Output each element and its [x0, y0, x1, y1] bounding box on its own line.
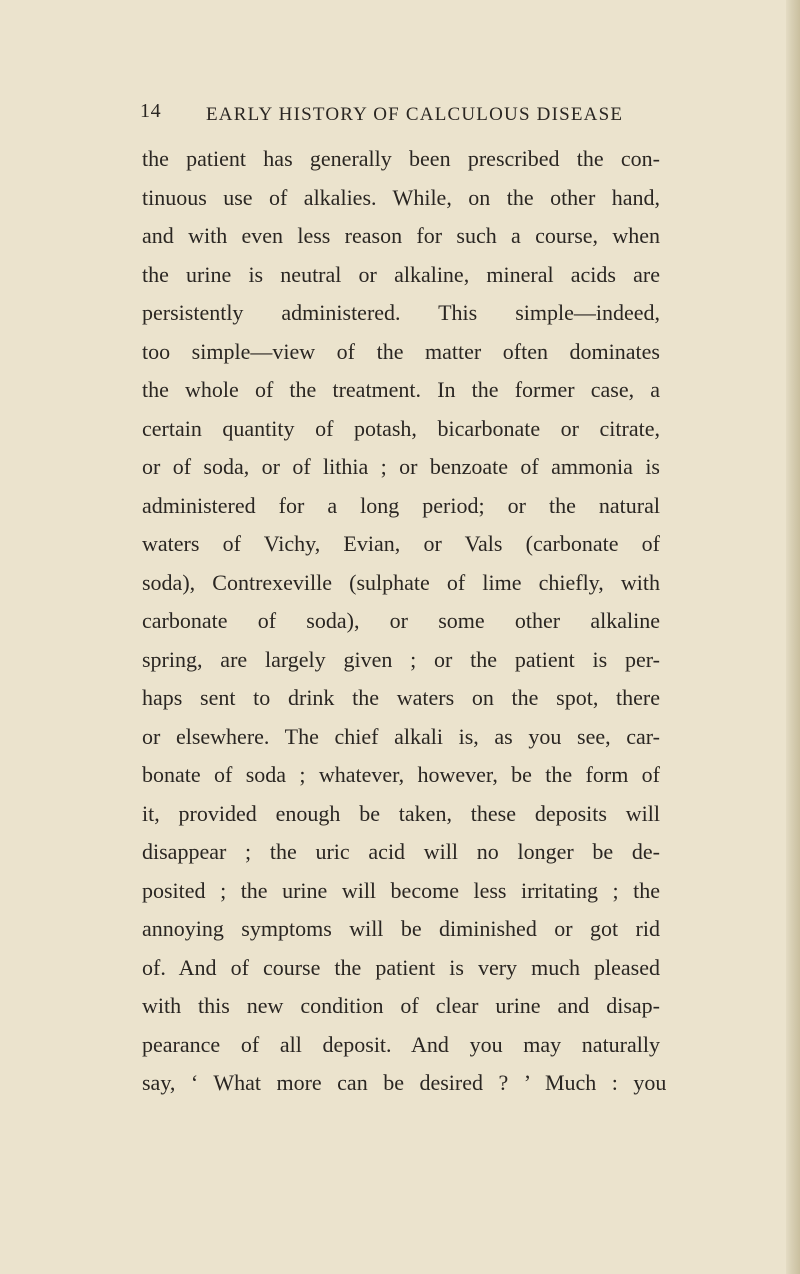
text-line: too simple—view of the matter often dominates: [142, 338, 660, 364]
page-header: [140, 94, 660, 134]
text-line: soda), Contrexeville (sulphate of lime chiefly, with: [142, 569, 660, 595]
text-line: posited ; the urine will become less irritating ; the: [142, 877, 660, 903]
text-line: certain quantity of potash, bicarbonate or citrate,: [142, 415, 660, 441]
text-line: persistently administered. This simple—indeed,: [142, 300, 660, 325]
text-line: disappear ; the uric acid will no longer be de-: [142, 839, 660, 864]
text-line: or of soda, or of lithia ; or benzoate of ammonia is: [142, 454, 660, 479]
text-line: say, ‘ What more can be desired ? ’ Much : you: [142, 1070, 667, 1095]
text-line: and with even less reason for such a course, when: [142, 223, 660, 248]
text-line: it, provided enough be taken, these deposits will: [142, 800, 660, 826]
text-line: waters of Vichy, Evian, or Vals (carbonate of: [142, 531, 660, 556]
text-line: the urine is neutral or alkaline, mineral acids are: [142, 261, 660, 287]
text-line: bonate of soda ; whatever, however, be the form of: [142, 762, 660, 787]
text-line: the whole of the treatment. In the former case, a: [142, 377, 660, 402]
running-head: EARLY HISTORY OF CALCULOUS DISEASE: [206, 104, 624, 125]
text-line: administered for a long period; or the natural: [142, 492, 660, 518]
text-line: the patient has generally been prescribed the con-: [142, 146, 660, 171]
text-line: tinuous use of alkalies. While, on the other hand,: [142, 184, 660, 210]
text-line: spring, are largely given ; or the patient is per-: [142, 646, 660, 672]
body-text: [142, 140, 667, 1103]
text-line: carbonate of soda), or some other alkaline: [142, 608, 660, 633]
text-line: or elsewhere. The chief alkali is, as you see, car-: [142, 723, 660, 749]
page-number: 14: [140, 100, 162, 122]
text-line: annoying symptoms will be diminished or got rid: [142, 916, 660, 941]
text-line: haps sent to drink the waters on the spot, there: [142, 685, 660, 710]
text-line: of. And of course the patient is very much pleased: [142, 954, 660, 980]
text-line: with this new condition of clear urine and disap-: [142, 993, 660, 1018]
page-edge: [786, 0, 800, 1274]
text-line: pearance of all deposit. And you may naturally: [142, 1031, 660, 1057]
